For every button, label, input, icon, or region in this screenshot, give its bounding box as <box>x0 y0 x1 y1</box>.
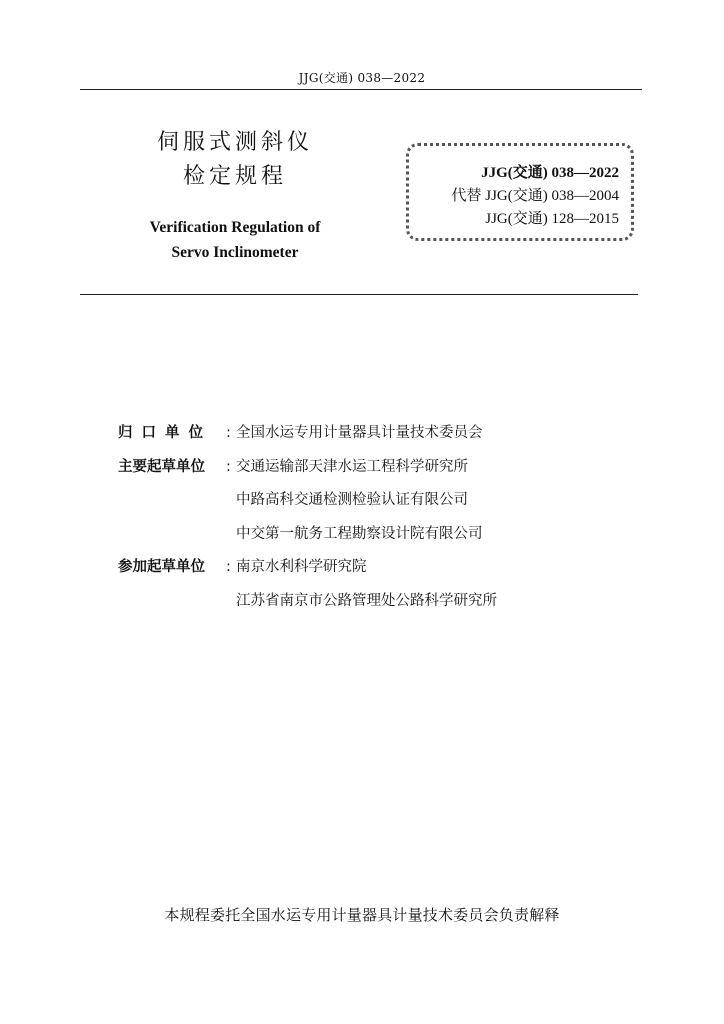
participant-unit-row <box>118 555 497 589</box>
replaces-code-2: JJG(交通) 128—2015 <box>485 211 619 227</box>
title-en-line2: Servo Inclinometer <box>171 244 299 261</box>
running-header-code: JJG(交通) 038—2022 <box>298 71 426 85</box>
header-rule <box>80 89 642 90</box>
title-cn-line1: 伺服式测斜仪 <box>156 130 313 155</box>
drafter-unit-value: 中交第一航务工程勘察设计院有限公司 <box>236 525 483 542</box>
interpretation-note: 本规程委托全国水运专用计量器具计量技术委员会负责解释 <box>164 906 560 924</box>
drafter-unit-sep: : <box>226 458 231 475</box>
title-cn-line2: 检定规程 <box>182 164 287 189</box>
drafter-unit-value: 交通运输部天津水运工程科学研究所 <box>236 458 468 475</box>
drafting-units <box>118 421 497 622</box>
section-rule <box>80 294 638 295</box>
participant-unit-row <box>118 589 497 623</box>
drafter-unit-value: 中路高科交通检测检验认证有限公司 <box>236 492 468 508</box>
title-block <box>120 126 350 265</box>
participant-unit-sep: : <box>226 559 231 575</box>
owner-unit-value: 全国水运专用计量器具计量技术委员会 <box>236 425 483 441</box>
drafter-unit-row <box>118 522 497 556</box>
replaces-code-1: 代替 JJG(交通) 038—2004 <box>451 188 619 204</box>
title-en <box>120 215 350 265</box>
owner-unit-label: 归口单位 <box>118 425 212 441</box>
standard-code: JJG(交通) 038—2022 <box>481 165 619 181</box>
standard-code-box <box>406 143 634 241</box>
drafter-unit-row <box>118 455 497 489</box>
drafter-unit-label: 主要起草单位 <box>118 458 205 475</box>
participant-unit-value: 江苏省南京市公路管理处公路科学研究所 <box>236 592 497 609</box>
participant-unit-label: 参加起草单位 <box>118 559 205 575</box>
owner-unit-row <box>118 421 497 455</box>
title-en-line1: Verification Regulation of <box>149 219 321 236</box>
drafter-unit-row <box>118 488 497 522</box>
participant-unit-value: 南京水利科学研究院 <box>236 559 367 575</box>
owner-unit-sep: : <box>226 425 231 441</box>
